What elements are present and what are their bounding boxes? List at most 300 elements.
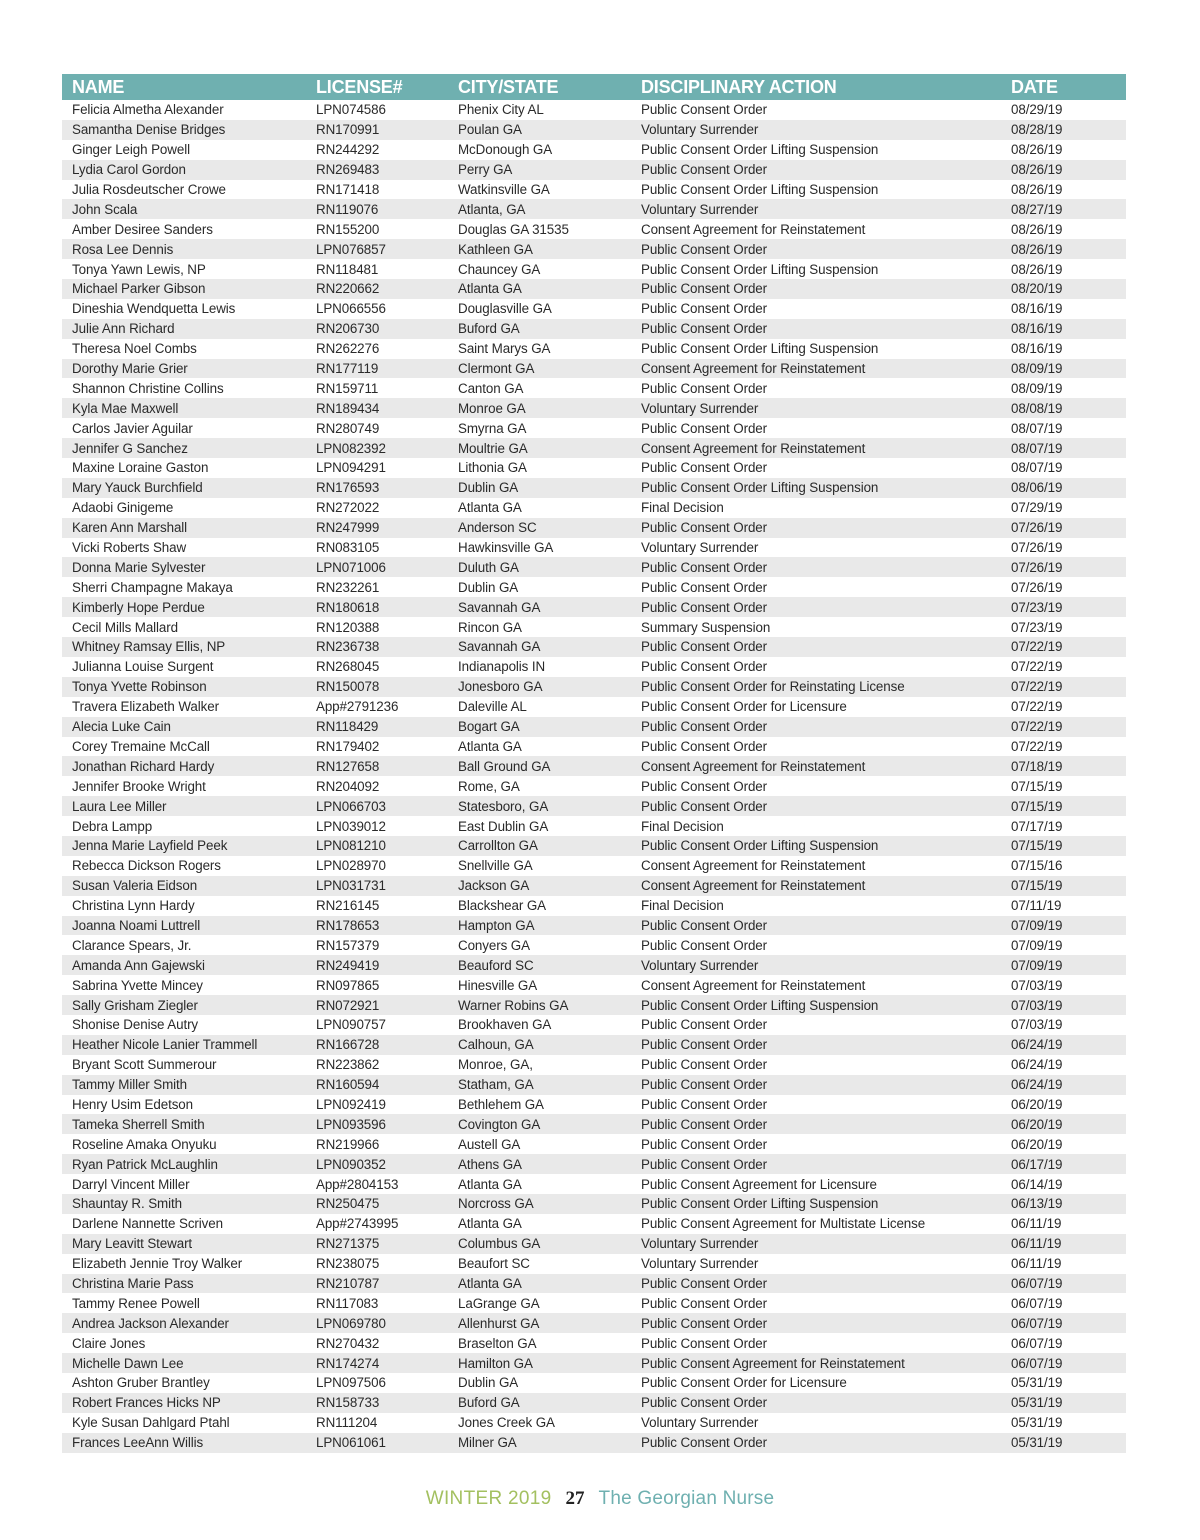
- cell-action: Public Consent Order Lifting Suspension: [641, 480, 879, 496]
- cell-name: Jenna Marie Layfield Peek: [72, 838, 228, 854]
- cell-name: Jennifer Brooke Wright: [72, 778, 206, 794]
- cell-license: RN170991: [316, 122, 380, 138]
- cell-date: 06/24/19: [1011, 1077, 1063, 1093]
- cell-action: Public Consent Order: [641, 162, 768, 178]
- cell-action: Consent Agreement for Reinstatement: [641, 977, 866, 993]
- cell-license: RN117083: [316, 1295, 379, 1311]
- table-row: [62, 1293, 1126, 1313]
- cell-action: Voluntary Surrender: [641, 540, 759, 556]
- cell-action: Public Consent Order: [641, 1156, 768, 1172]
- cell-city-state: Rome, GA: [458, 778, 520, 794]
- cell-city-state: Douglas GA 31535: [458, 221, 569, 237]
- cell-date: 07/15/19: [1011, 838, 1063, 854]
- cell-name: Rebecca Dickson Rogers: [72, 858, 221, 874]
- cell-license: RN262276: [316, 341, 380, 357]
- cell-name: Felicia Almetha Alexander: [72, 102, 224, 118]
- cell-name: Julia Rosdeutscher Crowe: [72, 182, 226, 197]
- cell-city-state: Bethlehem GA: [458, 1096, 544, 1112]
- table-row: [62, 776, 1126, 796]
- cell-license: RN249419: [316, 957, 380, 973]
- cell-city-state: Anderson SC: [458, 520, 537, 536]
- cell-name: Mary Yauck Burchfield: [72, 480, 203, 496]
- table-row: [62, 756, 1126, 776]
- cell-city-state: Lithonia GA: [458, 460, 527, 476]
- table-row: [62, 120, 1126, 140]
- cell-date: 07/29/19: [1011, 500, 1063, 516]
- cell-license: LPN071006: [316, 559, 386, 575]
- cell-action: Voluntary Surrender: [641, 1415, 759, 1431]
- cell-action: Public Consent Order: [641, 1037, 768, 1053]
- cell-city-state: Blackshear GA: [458, 898, 547, 914]
- cell-license: RN111204: [316, 1415, 378, 1431]
- cell-license: RN270432: [316, 1335, 380, 1351]
- cell-name: Tonya Yvette Robinson: [72, 679, 207, 695]
- cell-license: RN216145: [316, 898, 380, 914]
- cell-date: 07/17/19: [1011, 818, 1063, 834]
- cell-date: 07/09/19: [1011, 957, 1063, 973]
- cell-date: 05/31/19: [1011, 1435, 1063, 1451]
- cell-action: Public Consent Order: [641, 937, 768, 953]
- table-row: [62, 438, 1126, 458]
- cell-license: LPN069780: [316, 1315, 386, 1331]
- cell-license: RN072921: [316, 997, 380, 1013]
- cell-name: Tammy Renee Powell: [72, 1295, 200, 1311]
- cell-license: RN244292: [316, 142, 380, 158]
- cell-city-state: Dublin GA: [458, 579, 519, 595]
- cell-name: Heather Nicole Lanier Trammell: [72, 1037, 258, 1053]
- cell-date: 08/16/19: [1011, 301, 1063, 317]
- cell-date: 05/31/19: [1011, 1415, 1063, 1431]
- cell-date: 08/07/19: [1011, 460, 1063, 476]
- cell-action: Public Consent Order Lifting Suspension: [641, 341, 879, 357]
- cell-name: Roseline Amaka Onyuku: [72, 1136, 217, 1152]
- cell-action: Public Consent Order: [641, 738, 768, 754]
- cell-name: Jennifer G Sanchez: [72, 440, 188, 456]
- cell-city-state: Rincon GA: [458, 619, 522, 635]
- cell-action: Public Consent Order: [641, 1275, 768, 1291]
- cell-city-state: Statham, GA: [458, 1077, 534, 1093]
- cell-city-state: Douglasville GA: [458, 301, 552, 317]
- cell-action: Public Consent Order: [641, 460, 768, 476]
- cell-name: Maxine Loraine Gaston: [72, 460, 209, 476]
- cell-city-state: East Dublin GA: [458, 818, 549, 834]
- cell-action: Consent Agreement for Reinstatement: [641, 878, 866, 894]
- cell-license: RN180618: [316, 599, 380, 615]
- cell-date: 06/13/19: [1011, 1196, 1063, 1212]
- cell-license: LPN076857: [316, 241, 386, 257]
- cell-city-state: Atlanta GA: [458, 281, 522, 297]
- cell-license: RN177119: [316, 361, 379, 377]
- cell-action: Public Consent Order for Reinstating License: [641, 679, 905, 695]
- cell-date: 08/06/19: [1011, 480, 1063, 496]
- cell-city-state: Dublin GA: [458, 480, 519, 496]
- cell-name: Samantha Denise Bridges: [72, 122, 226, 138]
- cell-action: Public Consent Order: [641, 1295, 768, 1311]
- cell-date: 07/22/19: [1011, 699, 1063, 715]
- disciplinary-table: [62, 74, 1126, 1453]
- cell-name: Dineshia Wendquetta Lewis: [72, 301, 236, 317]
- cell-name: Sally Grisham Ziegler: [72, 997, 198, 1013]
- cell-date: 07/26/19: [1011, 579, 1063, 595]
- cell-date: 07/09/19: [1011, 937, 1063, 953]
- cell-city-state: Phenix City AL: [458, 102, 544, 118]
- table-row: [62, 1134, 1126, 1154]
- cell-city-state: Buford GA: [458, 1395, 520, 1411]
- cell-license: RN158733: [316, 1395, 380, 1411]
- cell-date: 06/20/19: [1011, 1136, 1063, 1152]
- cell-name: Vicki Roberts Shaw: [72, 540, 187, 556]
- cell-license: RN174274: [316, 1355, 380, 1371]
- cell-name: Karen Ann Marshall: [72, 520, 188, 536]
- table-row: [62, 816, 1126, 836]
- cell-date: 07/18/19: [1011, 758, 1063, 774]
- cell-action: Public Consent Order Lifting Suspension: [641, 997, 879, 1013]
- cell-date: 07/26/19: [1011, 520, 1063, 536]
- cell-license: RN118481: [316, 261, 379, 277]
- cell-city-state: Hinesville GA: [458, 977, 538, 993]
- cell-license: LPN082392: [316, 440, 386, 456]
- table-row: [62, 637, 1126, 657]
- cell-license: RN210787: [316, 1275, 380, 1291]
- cell-date: 06/20/19: [1011, 1096, 1063, 1112]
- table-row: [62, 677, 1126, 697]
- cell-license: RN166728: [316, 1037, 380, 1053]
- cell-action: Public Consent Order Lifting Suspension: [641, 1196, 879, 1212]
- cell-license: LPN074586: [316, 102, 386, 118]
- header-name: NAME: [72, 77, 125, 97]
- table-row: [62, 796, 1126, 816]
- table-row: [62, 856, 1126, 876]
- cell-city-state: Moultrie GA: [458, 440, 528, 456]
- cell-name: Laura Lee Miller: [72, 798, 167, 814]
- cell-license: LPN094291: [316, 460, 386, 476]
- cell-date: 08/16/19: [1011, 321, 1063, 337]
- cell-name: Ashton Gruber Brantley: [72, 1375, 210, 1391]
- table-row: [62, 577, 1126, 597]
- cell-action: Public Consent Order: [641, 380, 768, 396]
- cell-license: RN176593: [316, 480, 380, 496]
- cell-name: Andrea Jackson Alexander: [72, 1315, 229, 1331]
- cell-action: Voluntary Surrender: [641, 957, 759, 973]
- cell-date: 08/26/19: [1011, 162, 1063, 178]
- cell-action: Final Decision: [641, 898, 724, 914]
- table-row: [62, 1274, 1126, 1294]
- header-license: LICENSE#: [316, 77, 403, 97]
- cell-city-state: McDonough GA: [458, 142, 553, 158]
- cell-date: 08/27/19: [1011, 201, 1063, 217]
- cell-name: Donna Marie Sylvester: [72, 559, 206, 575]
- cell-city-state: Warner Robins GA: [458, 997, 569, 1013]
- table-row: [62, 1413, 1126, 1433]
- table-row: [62, 995, 1126, 1015]
- cell-action: Public Consent Agreement for Licensure: [641, 1176, 877, 1192]
- cell-license: RN238075: [316, 1256, 380, 1272]
- cell-city-state: Allenhurst GA: [458, 1315, 540, 1331]
- cell-action: Public Consent Order: [641, 1116, 768, 1132]
- cell-name: Theresa Noel Combs: [72, 341, 197, 357]
- table-row: [62, 418, 1126, 438]
- cell-name: Elizabeth Jennie Troy Walker: [72, 1256, 243, 1272]
- footer-season: WINTER 2019: [425, 1488, 552, 1509]
- table-row: [62, 140, 1126, 160]
- table-row: [62, 1114, 1126, 1134]
- cell-name: Shauntay R. Smith: [72, 1196, 182, 1212]
- cell-name: Frances LeeAnn Willis: [72, 1435, 204, 1451]
- cell-date: 07/11/19: [1011, 898, 1062, 914]
- cell-name: Debra Lampp: [72, 818, 153, 834]
- cell-license: LPN061061: [316, 1435, 386, 1451]
- cell-license: RN272022: [316, 500, 380, 516]
- cell-name: Darryl Vincent Miller: [72, 1176, 190, 1192]
- cell-license: LPN031731: [316, 878, 386, 894]
- cell-action: Public Consent Order: [641, 599, 768, 615]
- cell-action: Consent Agreement for Reinstatement: [641, 858, 866, 874]
- cell-action: Public Consent Order for Licensure: [641, 1375, 847, 1391]
- cell-action: Consent Agreement for Reinstatement: [641, 361, 866, 377]
- cell-name: Whitney Ramsay Ellis, NP: [72, 639, 226, 655]
- cell-license: RN269483: [316, 162, 380, 178]
- cell-action: Public Consent Order: [641, 281, 768, 297]
- table-row: [62, 737, 1126, 757]
- cell-name: Carlos Javier Aguilar: [72, 420, 193, 436]
- cell-name: Dorothy Marie Grier: [72, 361, 188, 377]
- cell-date: 06/07/19: [1011, 1335, 1063, 1351]
- cell-license: RN223862: [316, 1057, 380, 1073]
- table-row: [62, 299, 1126, 319]
- cell-license: RN219966: [316, 1136, 380, 1152]
- cell-action: Public Consent Order: [641, 1435, 768, 1451]
- cell-city-state: Atlanta GA: [458, 500, 522, 516]
- cell-city-state: Atlanta GA: [458, 738, 522, 754]
- cell-date: 08/26/19: [1011, 142, 1063, 158]
- cell-date: 05/31/19: [1011, 1375, 1063, 1391]
- cell-license: RN119076: [316, 201, 379, 217]
- cell-name: Jonathan Richard Hardy: [72, 758, 215, 774]
- cell-date: 07/22/19: [1011, 659, 1063, 675]
- cell-date: 07/23/19: [1011, 599, 1063, 615]
- cell-name: Amber Desiree Sanders: [72, 221, 213, 237]
- cell-date: 07/15/19: [1011, 778, 1063, 794]
- table-row: [62, 458, 1126, 478]
- table-row: [62, 180, 1126, 200]
- cell-city-state: Beaufort SC: [458, 1256, 530, 1272]
- cell-date: 06/07/19: [1011, 1275, 1063, 1291]
- cell-date: 06/07/19: [1011, 1315, 1063, 1331]
- cell-action: Public Consent Agreement for Multistate License: [641, 1216, 926, 1232]
- cell-action: Public Consent Order: [641, 579, 768, 595]
- cell-license: LPN066556: [316, 301, 386, 317]
- cell-city-state: Conyers GA: [458, 937, 530, 953]
- cell-name: Shonise Denise Autry: [72, 1017, 199, 1033]
- table-row: [62, 1254, 1126, 1274]
- table-row: [62, 597, 1126, 617]
- cell-date: 06/11/19: [1011, 1216, 1062, 1232]
- cell-date: 07/23/19: [1011, 619, 1063, 635]
- cell-action: Public Consent Order: [641, 301, 768, 317]
- cell-license: RN206730: [316, 321, 380, 337]
- cell-date: 07/15/19: [1011, 878, 1063, 894]
- cell-action: Public Consent Order Lifting Suspension: [641, 838, 879, 854]
- table-row: [62, 657, 1126, 677]
- cell-action: Public Consent Order: [641, 1335, 768, 1351]
- cell-city-state: Atlanta GA: [458, 1275, 522, 1291]
- table-row: [62, 836, 1126, 856]
- table-row: [62, 378, 1126, 398]
- table-row: [62, 697, 1126, 717]
- cell-date: 08/09/19: [1011, 380, 1063, 396]
- table-header: [62, 74, 1126, 100]
- cell-city-state: Beauford SC: [458, 957, 534, 973]
- cell-city-state: Kathleen GA: [458, 241, 533, 257]
- cell-city-state: Smyrna GA: [458, 420, 527, 436]
- table-row: [62, 1154, 1126, 1174]
- cell-date: 06/07/19: [1011, 1295, 1063, 1311]
- cell-date: 05/31/19: [1011, 1395, 1063, 1411]
- cell-date: 06/14/19: [1011, 1176, 1063, 1192]
- cell-name: Ryan Patrick McLaughlin: [72, 1156, 218, 1172]
- cell-date: 08/26/19: [1011, 241, 1063, 257]
- cell-name: Shannon Christine Collins: [72, 380, 224, 396]
- cell-name: Claire Jones: [72, 1335, 146, 1351]
- table-row: [62, 339, 1126, 359]
- table-row: [62, 1194, 1126, 1214]
- cell-license: LPN090757: [316, 1017, 386, 1033]
- cell-license: RN220662: [316, 281, 380, 297]
- cell-license: RN159711: [316, 380, 379, 396]
- cell-city-state: Chauncey GA: [458, 261, 541, 277]
- cell-name: Mary Leavitt Stewart: [72, 1236, 193, 1252]
- cell-city-state: Snellville GA: [458, 858, 533, 874]
- cell-city-state: Atlanta GA: [458, 1216, 522, 1232]
- cell-action: Public Consent Order: [641, 719, 768, 735]
- cell-action: Consent Agreement for Reinstatement: [641, 758, 866, 774]
- table-row: [62, 100, 1126, 120]
- cell-license: LPN092419: [316, 1096, 386, 1112]
- cell-action: Public Consent Order Lifting Suspension: [641, 261, 879, 277]
- cell-date: 08/07/19: [1011, 440, 1063, 456]
- cell-city-state: Covington GA: [458, 1116, 541, 1132]
- cell-city-state: Monroe GA: [458, 400, 526, 416]
- cell-license: LPN090352: [316, 1156, 386, 1172]
- cell-action: Voluntary Surrender: [641, 201, 759, 217]
- cell-date: 07/26/19: [1011, 559, 1063, 575]
- table-row: [62, 319, 1126, 339]
- cell-action: Final Decision: [641, 500, 724, 516]
- cell-name: Sherri Champagne Makaya: [72, 579, 233, 595]
- cell-license: LPN093596: [316, 1116, 386, 1132]
- table-row: [62, 896, 1126, 916]
- table-row: [62, 916, 1126, 936]
- cell-license: RN280749: [316, 420, 380, 436]
- table-row: [62, 478, 1126, 498]
- cell-city-state: LaGrange GA: [458, 1295, 540, 1311]
- cell-name: Susan Valeria Eidson: [72, 878, 198, 894]
- header-disciplinary-action: DISCIPLINARY ACTION: [641, 77, 837, 97]
- cell-action: Voluntary Surrender: [641, 1256, 759, 1272]
- cell-license: RN236738: [316, 639, 380, 655]
- table-row: [62, 199, 1126, 219]
- cell-name: Michelle Dawn Lee: [72, 1355, 184, 1371]
- cell-city-state: Braselton GA: [458, 1335, 537, 1351]
- cell-date: 07/22/19: [1011, 679, 1063, 695]
- cell-city-state: Clermont GA: [458, 361, 535, 377]
- cell-date: 07/03/19: [1011, 977, 1063, 993]
- cell-action: Public Consent Order: [641, 659, 768, 675]
- cell-name: Cecil Mills Mallard: [72, 619, 178, 635]
- cell-name: Tonya Yawn Lewis, NP: [72, 261, 206, 277]
- table-row: [62, 1393, 1126, 1413]
- cell-name: Julie Ann Richard: [72, 321, 175, 337]
- cell-city-state: Atlanta GA: [458, 1176, 522, 1192]
- table-row: [62, 259, 1126, 279]
- cell-city-state: Jackson GA: [458, 878, 530, 894]
- cell-license: RN189434: [316, 400, 380, 416]
- cell-name: Kyla Mae Maxwell: [72, 400, 179, 416]
- cell-city-state: Saint Marys GA: [458, 341, 551, 357]
- cell-name: Clarance Spears, Jr.: [72, 937, 192, 953]
- cell-city-state: Poulan GA: [458, 122, 522, 138]
- table-row: [62, 717, 1126, 737]
- cell-action: Public Consent Order: [641, 102, 768, 118]
- table-row: [62, 1075, 1126, 1095]
- cell-date: 06/24/19: [1011, 1057, 1063, 1073]
- table-row: [62, 955, 1126, 975]
- cell-license: RN127658: [316, 758, 380, 774]
- cell-date: 07/22/19: [1011, 738, 1063, 754]
- cell-name: Julianna Louise Surgent: [72, 659, 214, 675]
- cell-license: RN118429: [316, 719, 379, 735]
- cell-city-state: Hampton GA: [458, 917, 535, 933]
- cell-date: 07/03/19: [1011, 997, 1063, 1013]
- cell-date: 07/22/19: [1011, 719, 1063, 735]
- cell-date: 07/26/19: [1011, 540, 1063, 556]
- table-body: [62, 100, 1126, 1453]
- cell-action: Final Decision: [641, 818, 724, 834]
- cell-date: 07/09/19: [1011, 917, 1063, 933]
- cell-license: App#2743995: [316, 1216, 399, 1232]
- cell-action: Voluntary Surrender: [641, 1236, 759, 1252]
- cell-city-state: Bogart GA: [458, 719, 520, 735]
- table-row: [62, 557, 1126, 577]
- cell-date: 06/07/19: [1011, 1355, 1063, 1371]
- table-row: [62, 1174, 1126, 1194]
- cell-action: Public Consent Order: [641, 420, 768, 436]
- cell-city-state: Dublin GA: [458, 1375, 519, 1391]
- cell-date: 06/24/19: [1011, 1037, 1063, 1053]
- cell-city-state: Atlanta, GA: [458, 201, 526, 217]
- table-row: [62, 1015, 1126, 1035]
- cell-license: RN179402: [316, 738, 380, 754]
- cell-license: RN271375: [316, 1236, 380, 1252]
- cell-city-state: Norcross GA: [458, 1196, 534, 1212]
- cell-city-state: Carrollton GA: [458, 838, 538, 854]
- cell-city-state: Columbus GA: [458, 1236, 541, 1252]
- cell-date: 08/08/19: [1011, 400, 1063, 416]
- cell-action: Public Consent Order: [641, 321, 768, 337]
- cell-name: Kimberly Hope Perdue: [72, 599, 205, 615]
- cell-action: Public Consent Order: [641, 520, 768, 536]
- cell-action: Consent Agreement for Reinstatement: [641, 221, 866, 237]
- cell-license: LPN028970: [316, 858, 386, 874]
- cell-name: Bryant Scott Summerour: [72, 1057, 217, 1073]
- cell-date: 08/28/19: [1011, 122, 1063, 138]
- cell-name: Corey Tremaine McCall: [72, 738, 210, 754]
- cell-city-state: Daleville AL: [458, 699, 527, 715]
- cell-license: RN083105: [316, 540, 380, 556]
- cell-action: Public Consent Order: [641, 917, 768, 933]
- cell-action: Consent Agreement for Reinstatement: [641, 440, 866, 456]
- table-row: [62, 935, 1126, 955]
